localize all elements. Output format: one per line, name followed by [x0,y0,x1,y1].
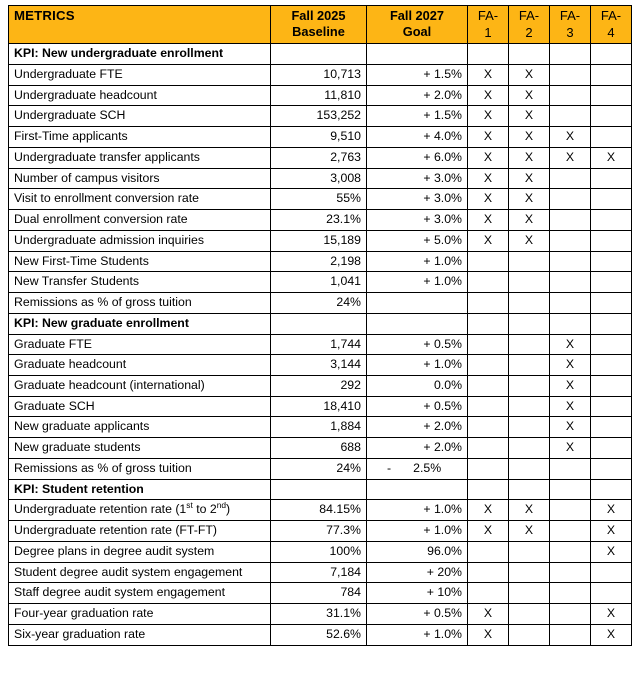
baseline-value: 24% [271,458,367,479]
metric-name: New graduate applicants [9,417,271,438]
fa4-mark [591,458,632,479]
metric-name: First-Time applicants [9,127,271,148]
goal-value: + 5.0% [367,230,468,251]
fa2-header-line2: 2 [525,24,533,40]
metric-name: Undergraduate headcount [9,85,271,106]
fa1-mark: X [468,147,509,168]
fa1-mark [468,438,509,459]
fa4-mark [591,355,632,376]
metric-name: Graduate SCH [9,396,271,417]
goal-value: + 3.0% [367,189,468,210]
baseline-value [271,44,367,65]
table-row [9,210,632,231]
fa1-mark [468,313,509,334]
fa2-mark: X [509,168,550,189]
metric-name: Number of campus visitors [9,168,271,189]
fa4-mark [591,479,632,500]
table-row [9,272,632,293]
goal-value: + 1.0% [367,355,468,376]
fa3-mark [550,251,591,272]
baseline-value: 292 [271,376,367,397]
fa1-mark [468,479,509,500]
fa3-mark [550,313,591,334]
baseline-value [271,313,367,334]
fa4-mark [591,85,632,106]
table-row [9,334,632,355]
fa2-mark: X [509,85,550,106]
column-header-metrics: METRICS [9,6,271,44]
metric-name: New First-Time Students [9,251,271,272]
fa3-mark [550,272,591,293]
fa4-mark [591,417,632,438]
table-row [9,396,632,417]
column-header-fa1 [468,6,509,44]
metric-name: Remissions as % of gross tuition [9,458,271,479]
goal-value: + 1.5% [367,64,468,85]
goal-value: + 2.0% [367,438,468,459]
fa3-mark [550,210,591,231]
baseline-value: 18,410 [271,396,367,417]
table-row [9,500,632,521]
fa3-mark [550,293,591,314]
metric-name: Remissions as % of gross tuition [9,293,271,314]
column-header-fa3 [550,6,591,44]
fa1-header-line2: 1 [484,24,492,40]
fa3-mark [550,458,591,479]
goal-value: + 20% [367,562,468,583]
fa1-mark [468,417,509,438]
fa1-mark [468,355,509,376]
goal-value: + 1.0% [367,500,468,521]
fa4-mark [591,189,632,210]
fa4-mark [591,583,632,604]
fa3-mark [550,624,591,645]
fa2-mark: X [509,521,550,542]
table-row [9,438,632,459]
section-header-row [9,479,632,500]
table-row [9,85,632,106]
fa3-mark: X [550,376,591,397]
table-row [9,583,632,604]
fa1-mark: X [468,189,509,210]
fa2-header-line1: FA- [518,8,540,23]
table-row [9,541,632,562]
fa1-mark [468,396,509,417]
fa3-mark [550,500,591,521]
fa2-mark: X [509,127,550,148]
goal-value: + 0.5% [367,604,468,625]
fa1-mark [468,293,509,314]
table-row [9,604,632,625]
baseline-value: 7,184 [271,562,367,583]
metric-name: Six-year graduation rate [9,624,271,645]
section-title: KPI: New graduate enrollment [9,313,271,334]
baseline-value: 1,041 [271,272,367,293]
fa3-mark: X [550,334,591,355]
header-row [9,6,632,44]
fa3-mark [550,64,591,85]
fa2-mark [509,458,550,479]
baseline-value: 10,713 [271,64,367,85]
fa3-mark: X [550,127,591,148]
goal-value: 96.0% [367,541,468,562]
fa2-mark [509,272,550,293]
fa4-mark [591,438,632,459]
column-header-fa2 [509,6,550,44]
fa3-mark [550,479,591,500]
table-row [9,251,632,272]
fa4-mark [591,251,632,272]
fa2-mark [509,541,550,562]
table-row [9,417,632,438]
table-row [9,106,632,127]
fa4-mark [591,293,632,314]
fa4-mark [591,334,632,355]
baseline-header-line2: Baseline [292,24,345,40]
table-row [9,127,632,148]
section-header-row [9,44,632,65]
table-row [9,293,632,314]
table-row [9,624,632,645]
fa4-mark: X [591,500,632,521]
table-header [9,6,632,44]
metric-name: Undergraduate SCH [9,106,271,127]
fa4-mark [591,168,632,189]
baseline-value: 784 [271,583,367,604]
fa3-mark [550,44,591,65]
fa1-mark: X [468,230,509,251]
fa4-mark [591,272,632,293]
fa2-mark: X [509,230,550,251]
baseline-value: 9,510 [271,127,367,148]
section-title: KPI: Student retention [9,479,271,500]
fa4-mark [591,210,632,231]
fa4-mark: X [591,604,632,625]
table-row [9,521,632,542]
goal-value: + 3.0% [367,210,468,231]
fa3-header-line1: FA- [559,8,581,23]
kpi-metrics-table [8,5,632,646]
fa4-mark: X [591,521,632,542]
fa2-mark [509,438,550,459]
fa1-mark [468,562,509,583]
baseline-value: 52.6% [271,624,367,645]
fa2-mark [509,604,550,625]
fa1-mark: X [468,85,509,106]
fa1-mark: X [468,521,509,542]
metric-name: Undergraduate retention rate (1st to 2nd) [9,500,271,521]
metric-name: New graduate students [9,438,271,459]
fa4-mark [591,106,632,127]
fa3-mark: X [550,147,591,168]
baseline-value: 688 [271,438,367,459]
fa3-mark: X [550,438,591,459]
baseline-value: 2,763 [271,147,367,168]
section-header-row [9,313,632,334]
fa3-mark [550,106,591,127]
goal-value: + 1.0% [367,251,468,272]
table-row [9,458,632,479]
fa2-mark [509,251,550,272]
fa3-mark [550,230,591,251]
goal-header-line2: Goal [402,24,432,40]
goal-value: + 1.0% [367,624,468,645]
baseline-value: 153,252 [271,106,367,127]
table-row [9,64,632,85]
fa3-mark [550,562,591,583]
goal-value: + 1.5% [367,106,468,127]
baseline-value: 31.1% [271,604,367,625]
column-header-fa4 [591,6,632,44]
fa1-mark: X [468,106,509,127]
fa1-header-line1: FA- [477,8,499,23]
fa4-mark [591,376,632,397]
fa4-header-line2: 4 [607,24,615,40]
fa1-mark [468,458,509,479]
fa1-mark [468,44,509,65]
fa2-mark: X [509,500,550,521]
goal-value: + 10% [367,583,468,604]
column-header-baseline [271,6,367,44]
metric-name: Dual enrollment conversion rate [9,210,271,231]
fa2-mark: X [509,210,550,231]
goal-value: + 1.0% [367,272,468,293]
metric-name: Undergraduate retention rate (FT-FT) [9,521,271,542]
section-title: KPI: New undergraduate enrollment [9,44,271,65]
baseline-value: 1,744 [271,334,367,355]
fa4-mark: X [591,147,632,168]
metric-name: Visit to enrollment conversion rate [9,189,271,210]
fa2-mark: X [509,106,550,127]
fa3-mark: X [550,355,591,376]
fa4-mark [591,230,632,251]
fa2-mark [509,376,550,397]
fa1-mark: X [468,624,509,645]
goal-value: + 0.5% [367,396,468,417]
baseline-value: 3,008 [271,168,367,189]
fa2-mark [509,355,550,376]
fa4-mark: X [591,624,632,645]
fa1-mark: X [468,127,509,148]
metric-name: New Transfer Students [9,272,271,293]
baseline-value: 100% [271,541,367,562]
fa3-mark [550,85,591,106]
goal-value: + 6.0% [367,147,468,168]
fa2-mark: X [509,64,550,85]
metric-name: Degree plans in degree audit system [9,541,271,562]
fa2-mark [509,44,550,65]
table-row [9,355,632,376]
baseline-value: 24% [271,293,367,314]
fa1-mark: X [468,64,509,85]
fa4-mark [591,127,632,148]
fa2-mark: X [509,147,550,168]
baseline-value: 84.15% [271,500,367,521]
goal-value [367,44,468,65]
fa1-mark: X [468,168,509,189]
fa4-mark [591,562,632,583]
fa3-mark [550,583,591,604]
goal-value [367,479,468,500]
fa3-header-line2: 3 [566,24,574,40]
baseline-value [271,479,367,500]
fa1-mark [468,272,509,293]
metric-name: Graduate FTE [9,334,271,355]
fa4-mark [591,44,632,65]
fa1-mark [468,376,509,397]
fa1-mark [468,251,509,272]
fa1-mark [468,334,509,355]
baseline-value: 23.1% [271,210,367,231]
baseline-value: 11,810 [271,85,367,106]
table-row [9,168,632,189]
fa2-mark [509,583,550,604]
ordinal-suffix: st [186,500,193,511]
metric-name: Staff degree audit system engagement [9,583,271,604]
fa1-mark: X [468,604,509,625]
goal-value: 0.0% [367,376,468,397]
fa1-mark [468,541,509,562]
fa2-mark [509,562,550,583]
baseline-header-line1: Fall 2025 [291,8,346,23]
baseline-value: 77.3% [271,521,367,542]
baseline-value: 3,144 [271,355,367,376]
goal-value: + 4.0% [367,127,468,148]
fa1-mark: X [468,500,509,521]
metric-name: Student degree audit system engagement [9,562,271,583]
goal-value [367,293,468,314]
fa4-mark [591,313,632,334]
fa4-mark [591,396,632,417]
table-row [9,230,632,251]
table-row [9,147,632,168]
table-row [9,376,632,397]
fa4-mark [591,64,632,85]
fa2-mark [509,396,550,417]
baseline-value: 1,884 [271,417,367,438]
goal-value [367,313,468,334]
metric-name: Undergraduate transfer applicants [9,147,271,168]
fa2-mark [509,334,550,355]
fa2-mark [509,417,550,438]
fa3-mark [550,541,591,562]
table-body [9,44,632,645]
fa4-mark: X [591,541,632,562]
fa3-mark [550,168,591,189]
metric-name: Four-year graduation rate [9,604,271,625]
fa3-mark: X [550,417,591,438]
fa2-mark [509,293,550,314]
metric-name: Undergraduate FTE [9,64,271,85]
goal-value: + 0.5% [367,334,468,355]
fa1-mark: X [468,210,509,231]
goal-value: + 2.0% [367,417,468,438]
fa3-mark [550,189,591,210]
fa2-mark [509,313,550,334]
fa3-mark: X [550,396,591,417]
baseline-value: 55% [271,189,367,210]
column-header-goal [367,6,468,44]
goal-value: + 1.0% [367,521,468,542]
fa4-header-line1: FA- [600,8,622,23]
table-row [9,562,632,583]
goal-value: + 3.0% [367,168,468,189]
metric-name: Undergraduate admission inquiries [9,230,271,251]
goal-value: - 2.5% [367,458,468,479]
fa3-mark [550,521,591,542]
fa1-mark [468,583,509,604]
ordinal-suffix: nd [216,500,227,511]
fa3-mark [550,604,591,625]
table-row [9,189,632,210]
goal-value: + 2.0% [367,85,468,106]
fa2-mark [509,479,550,500]
baseline-value: 15,189 [271,230,367,251]
metric-name: Graduate headcount (international) [9,376,271,397]
metric-name: Graduate headcount [9,355,271,376]
baseline-value: 2,198 [271,251,367,272]
fa2-mark: X [509,189,550,210]
fa2-mark [509,624,550,645]
goal-header-line1: Fall 2027 [389,8,445,23]
